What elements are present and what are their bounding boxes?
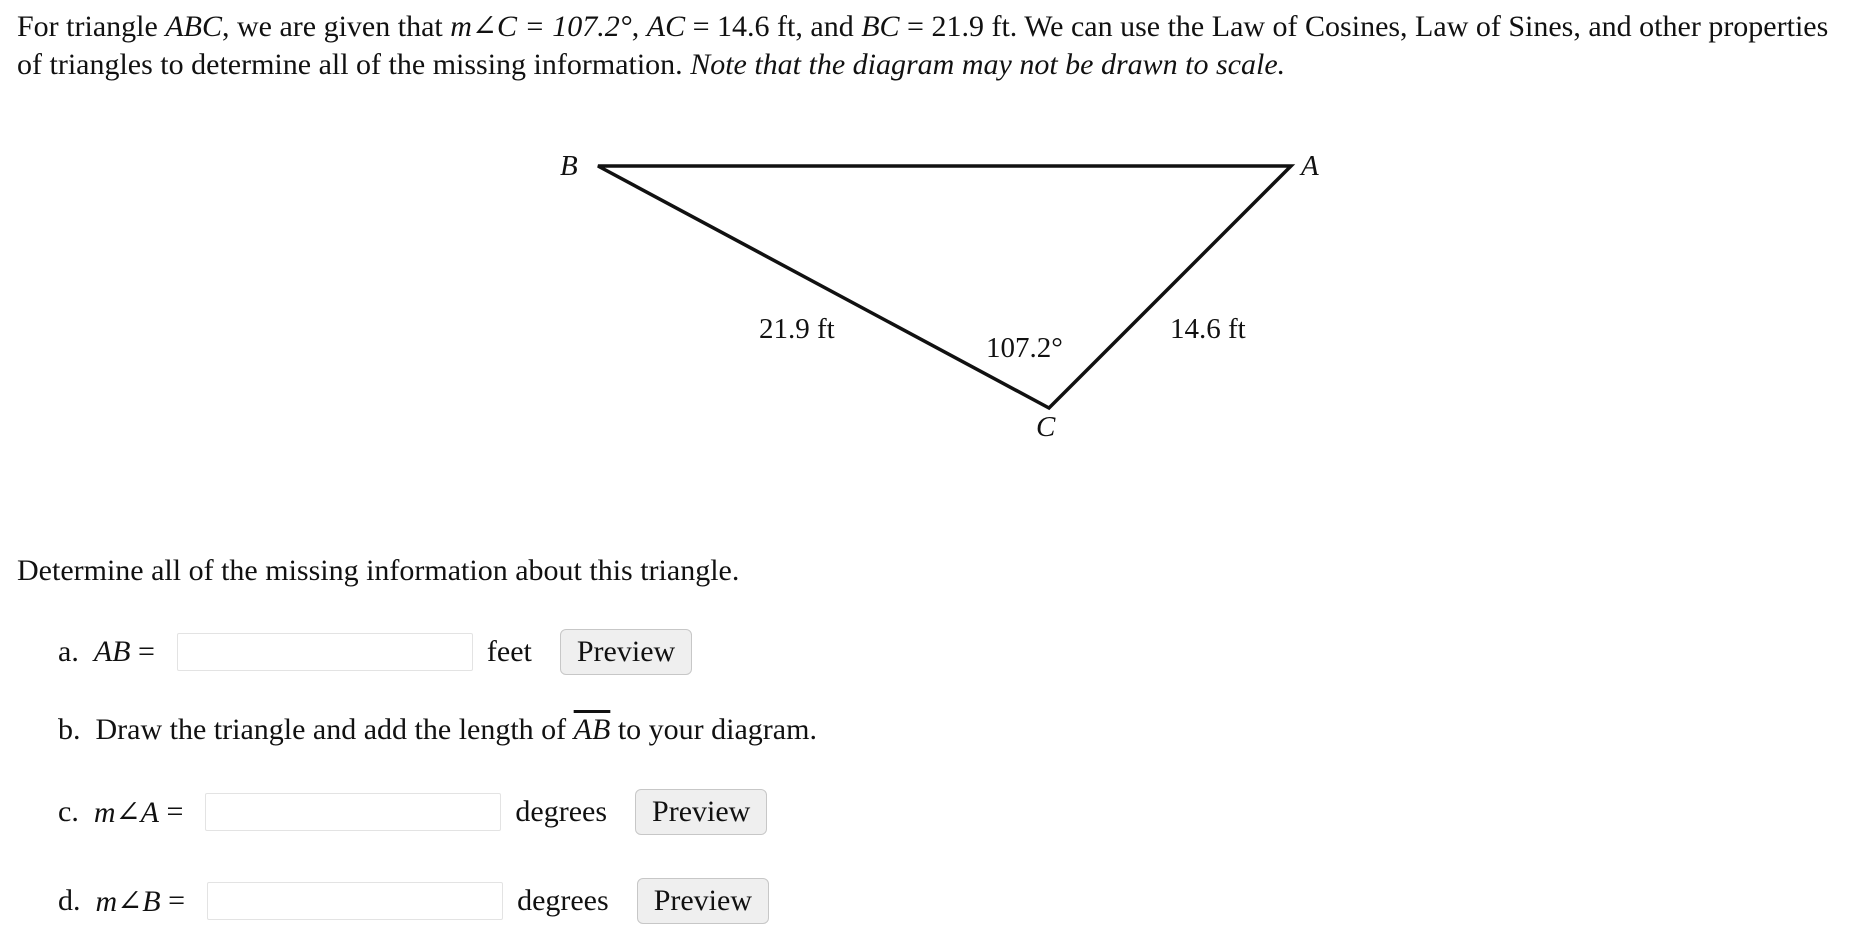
segment-ab: $\overline{AB}$ xyxy=(573,713,611,746)
vertex-a-label: A xyxy=(1301,150,1319,182)
question-b-text-end: to your diagram. xyxy=(610,713,817,746)
problem-statement xyxy=(17,8,1852,84)
ab-unit-label: feet xyxy=(486,635,532,668)
problem-text: , xyxy=(631,10,647,43)
question-b xyxy=(58,707,817,753)
question-d-equals: = xyxy=(160,884,186,917)
question-d-variable: m∠B xyxy=(95,884,161,918)
vertex-b-label: B xyxy=(560,150,578,182)
triangle-diagram xyxy=(0,130,1864,460)
angle-a-answer-input[interactable] xyxy=(205,793,501,831)
side-bc-label: 21.9 ft xyxy=(759,313,835,345)
problem-text: = 14.6 ft, and xyxy=(685,10,862,43)
question-a xyxy=(58,629,692,675)
triangle-name: ABC xyxy=(165,10,222,43)
question-b-text: b. Draw the triangle and add the length of xyxy=(58,713,574,746)
question-c-variable: m∠A xyxy=(93,795,159,829)
instructions: Determine all of the missing information about this triangle. xyxy=(17,554,740,587)
triangle-shape xyxy=(598,166,1291,408)
problem-text: , we are given that xyxy=(221,10,451,43)
angle-b-answer-input[interactable] xyxy=(207,882,503,920)
angle-a-preview-button[interactable]: Preview xyxy=(635,789,767,835)
question-d xyxy=(58,878,769,924)
question-a-equals: = xyxy=(130,635,155,668)
given-side-ac: AC xyxy=(646,10,686,43)
angle-b-preview-button[interactable]: Preview xyxy=(637,878,769,924)
ab-answer-input[interactable] xyxy=(177,633,473,671)
angle-a-unit-label: degrees xyxy=(515,795,608,828)
side-ac-label: 14.6 ft xyxy=(1170,313,1246,345)
question-d-label: d. xyxy=(58,884,96,917)
angle-b-unit-label: degrees xyxy=(517,884,609,917)
problem-text: = 21.9 ft. We can use the Law of Cosines, Law of Sines, and other properties of triangles to determine all of the missing information. xyxy=(17,10,1829,81)
angle-c-label: 107.2° xyxy=(986,332,1063,364)
scale-note: Note that the diagram may not be drawn to scale. xyxy=(690,48,1286,81)
question-c-equals: = xyxy=(158,795,184,828)
given-side-bc: BC xyxy=(861,10,900,43)
vertex-c-label: C xyxy=(1036,411,1056,443)
question-a-label: a. xyxy=(58,635,94,668)
ab-preview-button[interactable]: Preview xyxy=(560,629,692,675)
given-angle-c: m∠C = 107.2° xyxy=(450,10,632,43)
problem-text: For triangle xyxy=(17,10,166,43)
question-c-label: c. xyxy=(58,795,94,828)
question-c xyxy=(58,789,767,835)
question-a-variable: AB xyxy=(93,635,131,668)
